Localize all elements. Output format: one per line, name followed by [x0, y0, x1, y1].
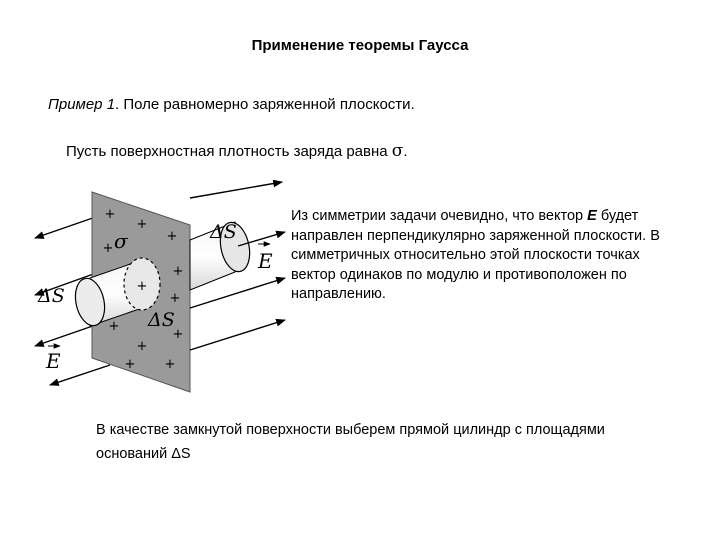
svg-text:+: + [104, 207, 116, 222]
svg-text:+: + [136, 339, 148, 354]
symmetry-explanation [291, 207, 681, 305]
cylinder-choice-text: В качестве замкнутой поверхности выберем прямой цилиндр с площадями оснований ΔS [96, 422, 605, 462]
figure-delta-s-left: ΔS [38, 285, 65, 307]
svg-text:+: + [172, 327, 184, 342]
e-vector-left-label [45, 346, 61, 373]
explanation-part2: будет направлен перпендикулярно заряженной плоскости. В симметричных относительно этой плоскости точках вектор одинаков по модулю и противоположен по направлению. [291, 208, 660, 302]
example-label: Пример 1 [48, 96, 116, 113]
svg-text:E: E [258, 249, 273, 273]
svg-text:+: + [108, 319, 120, 334]
svg-text:+: + [172, 264, 184, 279]
charged-plane-figure [30, 180, 290, 395]
e-vector-right-label [257, 244, 273, 273]
svg-text:+: + [166, 229, 178, 244]
figure-delta-s-center: ΔS [148, 309, 175, 331]
svg-text:+: + [124, 357, 136, 372]
figure-sigma-label: σ [114, 229, 128, 253]
svg-text:+: + [102, 241, 114, 256]
explanation-vector-e: E [587, 208, 597, 224]
svg-text:E: E [46, 349, 61, 373]
density-line [66, 141, 408, 161]
figure-delta-s-right: ΔS [210, 221, 237, 243]
svg-text:+: + [164, 357, 176, 372]
svg-text:+: + [136, 217, 148, 232]
sigma-symbol: σ [391, 141, 404, 161]
svg-text:+: + [169, 291, 181, 306]
svg-text:+: + [136, 279, 148, 294]
slide-title: Применение теоремы Гаусса [251, 37, 469, 54]
density-end: . [403, 143, 408, 160]
density-text: Пусть поверхностная плотность заряда равна [66, 143, 392, 160]
explanation-part1: Из симметрии задачи очевидно, что вектор [291, 208, 588, 224]
example-line [48, 96, 415, 113]
example-text: . Поле равномерно заряженной плоскости. [115, 96, 415, 113]
